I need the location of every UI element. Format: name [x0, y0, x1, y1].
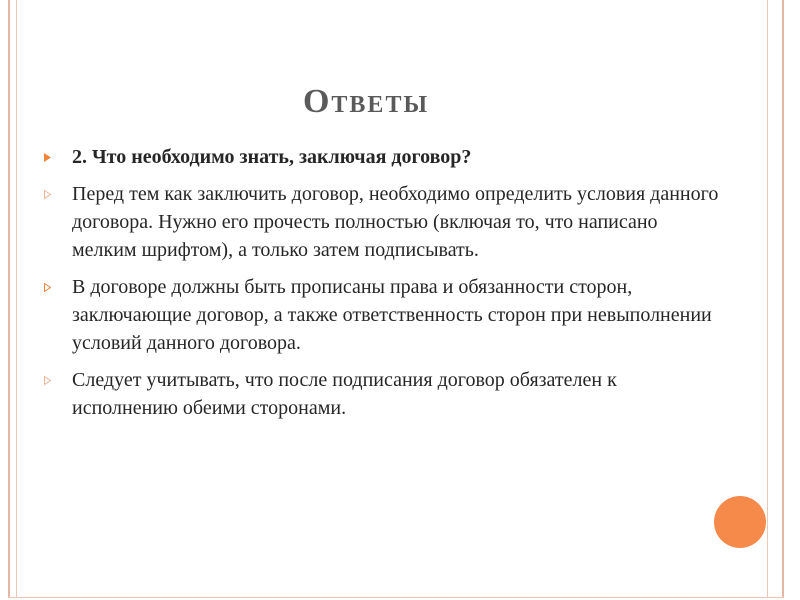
bullet-item-obligation: [40, 366, 720, 422]
bullet-item-question: [40, 143, 720, 171]
triangle-bullet-icon: [44, 283, 51, 292]
bullet-text: В договоре должны быть прописаны права и обязанности сторон, заключающие договор, а также ответственность сторон при невыполнении условий данного договора.: [72, 276, 712, 354]
triangle-bullet-icon: [44, 376, 51, 385]
bullet-text: Следует учитывать, что после подписания договор обязателен к исполнению обеими сторонами.: [72, 369, 617, 419]
orange-circle-icon: [714, 496, 766, 548]
bullet-item-conditions: [40, 180, 720, 264]
slide-title: Ответы: [302, 83, 430, 120]
bullet-text: 2. Что необходимо знать, заключая договор?: [72, 146, 472, 168]
slide-frame-bottom: [8, 597, 784, 598]
triangle-bullet-icon: [44, 190, 51, 199]
triangle-bullet-icon: [44, 153, 51, 162]
bullet-text: Перед тем как заключить договор, необходимо определить условия данного договора. Нужно его прочесть полностью (включая то, что написано мелким шрифтом), а только затем подписывать.: [72, 183, 719, 261]
bullet-list: [40, 143, 720, 431]
bullet-item-rights: [40, 273, 720, 357]
